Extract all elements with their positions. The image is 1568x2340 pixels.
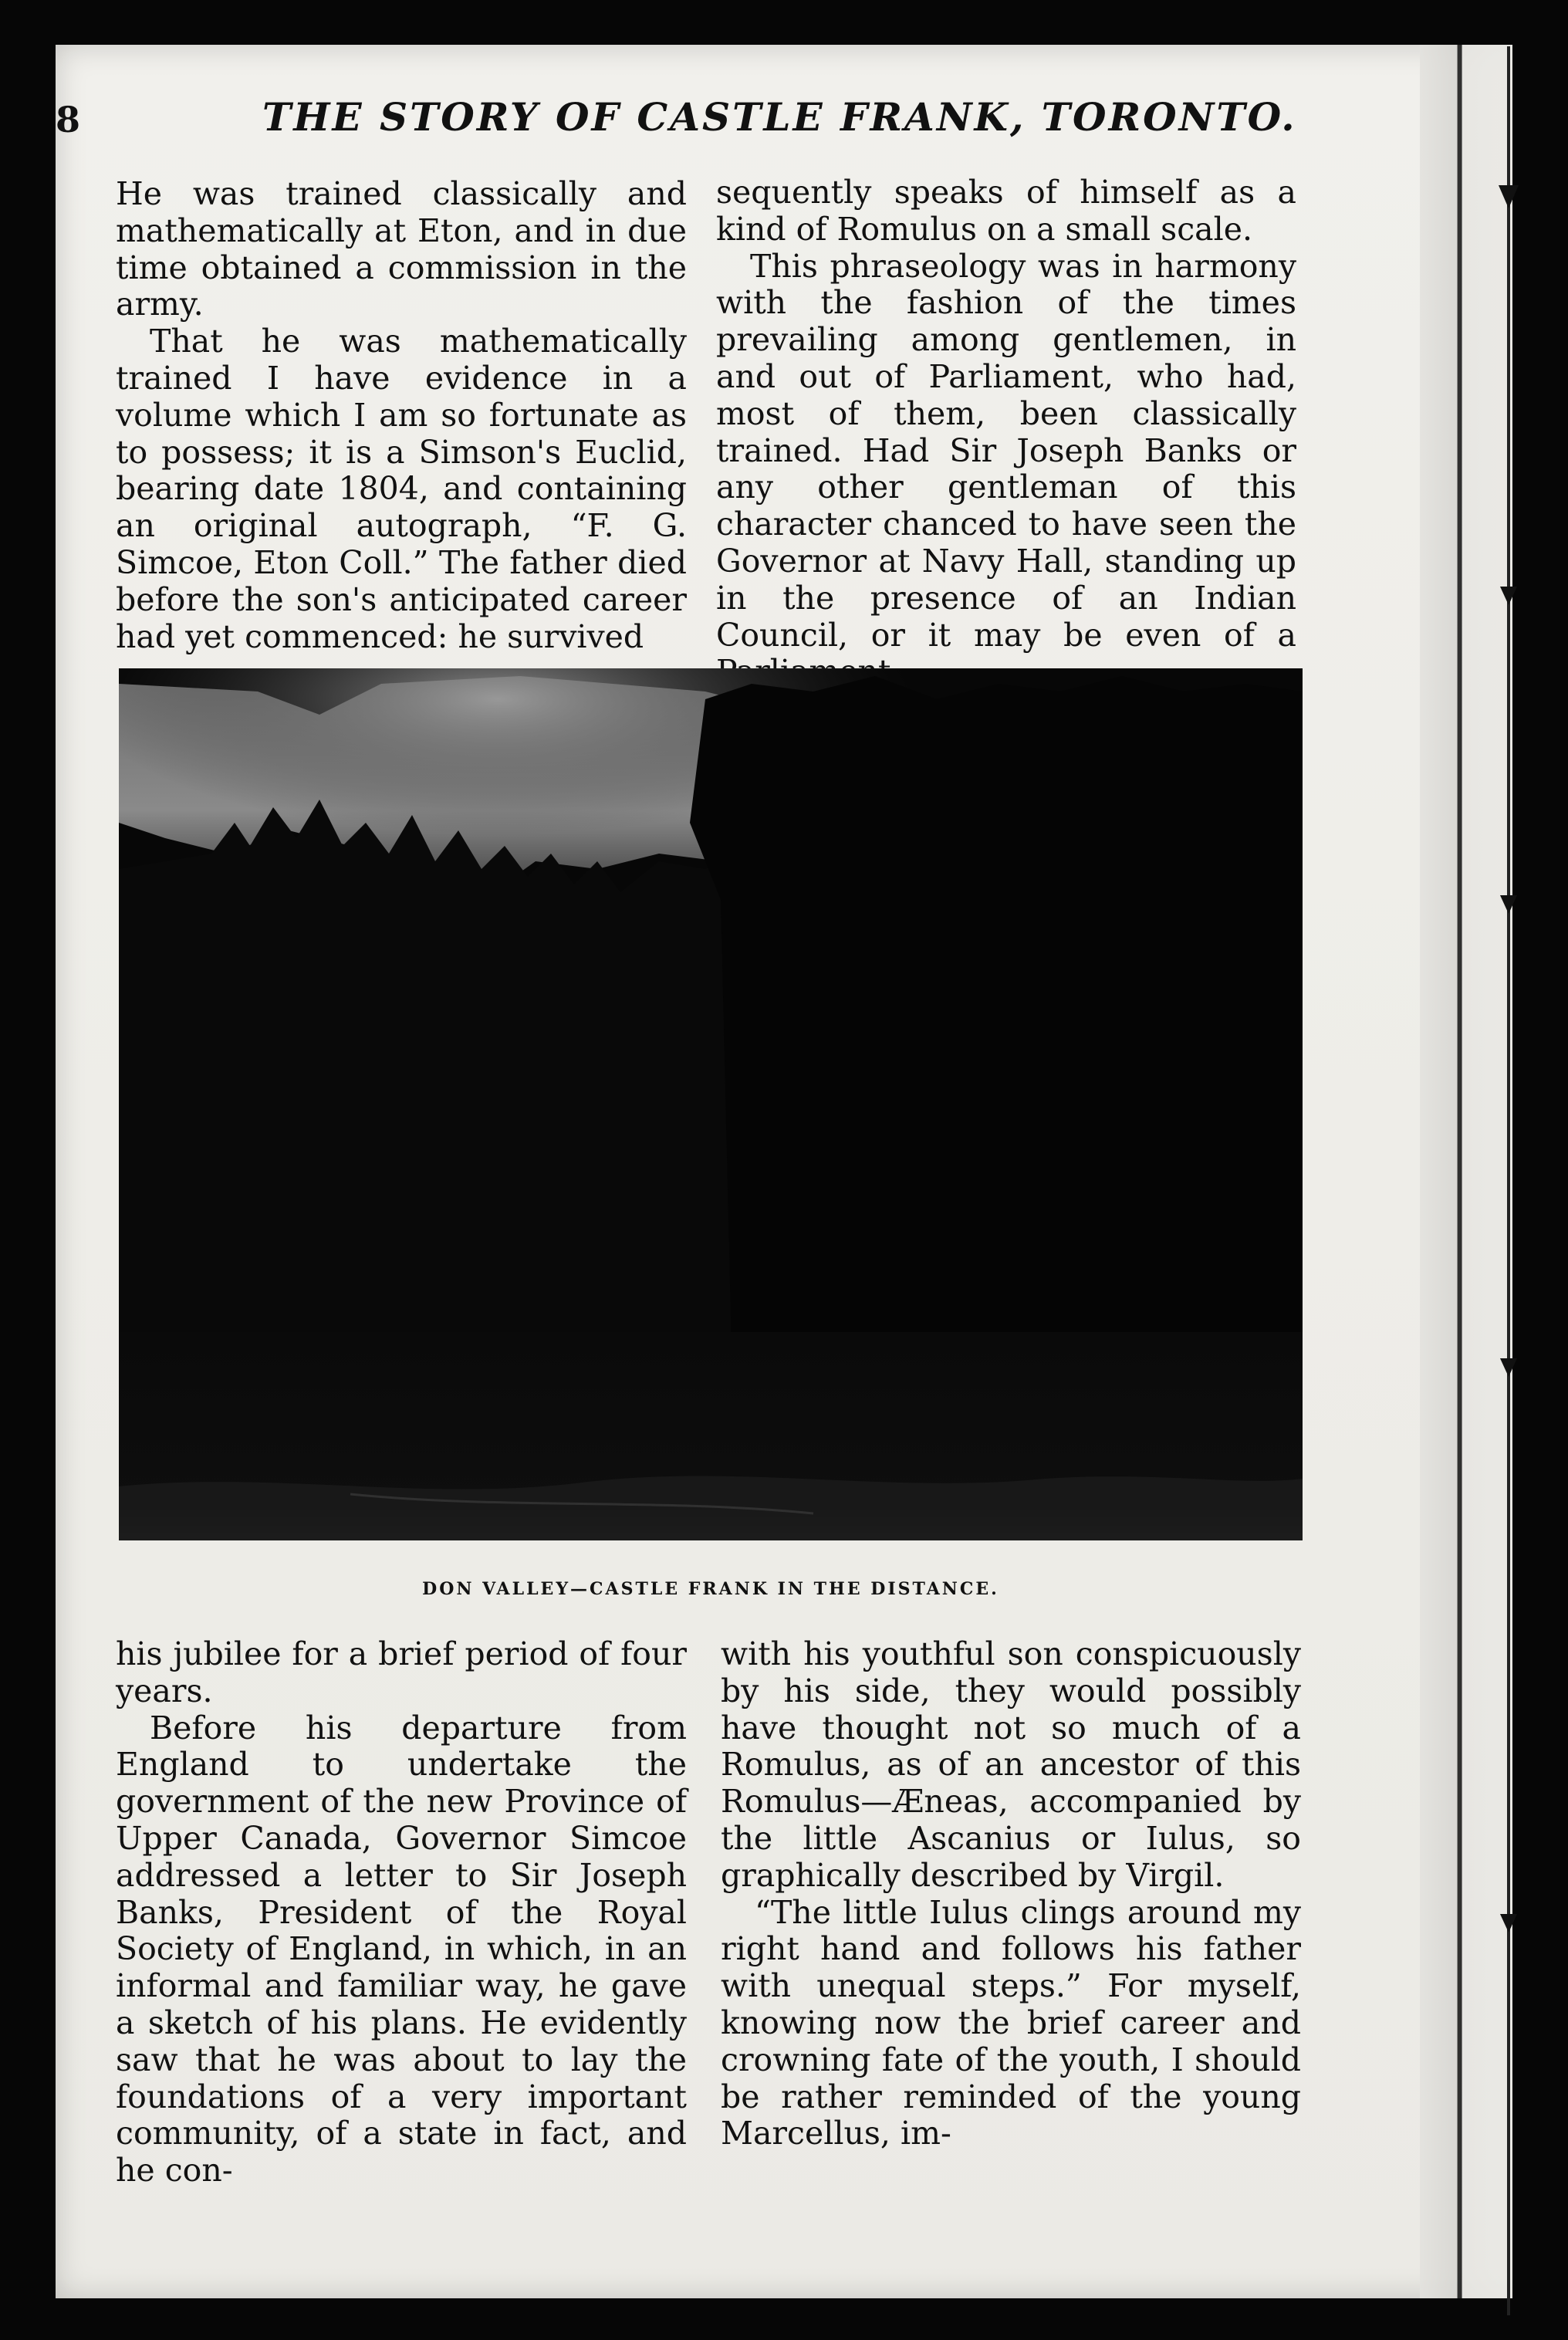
paragraph: his jubilee for a brief period of four years. xyxy=(116,1635,687,1709)
paragraph: “The little Iulus clings around my right hand and follows his father with unequal steps.” For myself, knowing now the brief career and crowning fate of the youth, I should be rather reminded of the young Marcellus, im- xyxy=(721,1893,1301,2152)
paragraph: That he was mathematically trained I have evidence in a volume which I am so fortunate as to possess; it is a Simson's Euclid, bearing date 1804, and containing an original autograph, “F. G. Simcoe, Eton Coll.” The father died before the son's anticipated career had yet commenced: he survived xyxy=(116,323,687,655)
binding-marks xyxy=(1497,46,1520,2315)
running-head-title: THE STORY OF CASTLE FRANK, TORONTO. xyxy=(262,94,1297,140)
paragraph: with his youthful son conspicuously by his side, they would possibly have thought not so much of a Romulus, as of an ancestor of this Romulus—Æneas, accompanied by the little Ascanius or Iulus, so graphically described by Virgil. xyxy=(721,1635,1301,1894)
don-valley-photograph xyxy=(119,668,1303,1540)
paragraph: Before his departure from England to undertake the government of the new Province of Upper Canada, Governor Simcoe addressed a letter to Sir Joseph Banks, President of the Royal Society of England, in which, in an informal and familiar way, he gave a sketch of his plans. He evidently saw that he was about to lay the foundations of a very important community, of a state in fact, and he con- xyxy=(116,1709,687,2190)
text-column-top-right xyxy=(716,174,1296,691)
paragraph: This phraseology was in harmony with the fashion of the times prevailing among gentlemen, in and out of Parliament, who had, most of them, been classically trained. Had Sir Joseph Banks or any other gentleman of this character chanced to have seen the Governor at Navy Hall, standing up in the presence of an Indian Council, or it may be even of a xyxy=(716,247,1296,654)
text-column-bottom-right xyxy=(721,1636,1301,2152)
figure-caption: DON VALLEY—CASTLE FRANK IN THE DISTANCE. xyxy=(422,1579,999,1599)
text-column-top-left xyxy=(116,176,687,655)
paragraph: sequently speaks of himself as a kind of Romulus on a small scale. xyxy=(716,174,1296,248)
page-number: 8 xyxy=(56,99,81,140)
paragraph: He was trained classically and mathematically at Eton, and in due time obtained a commission in the army. xyxy=(116,175,687,323)
text-column-bottom-left xyxy=(116,1636,687,2190)
